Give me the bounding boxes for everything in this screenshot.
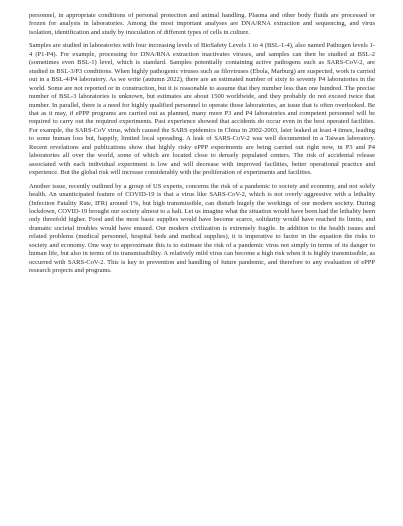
document-body: [29, 12, 375, 281]
paragraph-3: Another issue, recently outlined by a group of US experts, concerns the risk of a pandemic to society and economy, and not solely health. An unanticipated feature of COVID-19 is that a virus like SARS-CoV-2, which is not overly aggressive with a lethality (Infection Fatality Rate, IFR) around 1%, but high transmissible, can disturb hugely the workings of our modern society. During lockdown, COVID-19 brought our society almost to a halt. Let us imagine what the situation would have been had the lethality been only threefold higher. Food and the most basic supplies would have become scarce, solidarity would have reached its limits, and dramatic societal troubles would have ensued. Our modern civilization is extremely fragile. In addition to the health issues and related problems (medical personnel, hospital beds and medical supplies), it is imperative to factor in the equation the risks to society and economy. One way to approximate this is to estimate the risk of a pandemic virus not simply in terms of its danger to human life, but also in terms of its transmissibility. A relatively mild virus can become a high risk when it is highly transmissible, as occurred with SARS-CoV-2. This is key to prevention and handling of future pandemic, and therefore to any evaluation of ePPP research projects and programs.: [29, 182, 375, 275]
paragraph-1: personnel, in appropriate conditions of personal protection and animal handling. Plasma and other body fluids are processed or frozen for analysis in laboratories. Among the most important analyses are DNA/RNA extraction and sequencing, and virus isolation, identification and study by inoculation of different types of cells in culture.: [29, 12, 375, 36]
paragraph-2: Samples are studied in laboratories with four increasing levels of BioSafety Levels 1 to 4 (BSL-1-4), also named Pathogen levels 1-4 (P1-P4). For example, processing for DNA/RNA extraction inactivates viruses, and samples can then be studied at BSL-2 (sometimes even BSL-1) level, which is standard. Samples potentially containing active pathogens such as SARS-CoV-2, are studied in BSL-3/P3 conditions. When highly pathogenic viruses such as filoviruses (Ebola, Marburg) are suspected, work is carried out in a BSL-4/P4 laboratory. As we write (autumn 2022), there are an estimated number of sixty to seventy P4 laboratories in the world. Some are not reported or in construction, but it is reasonable to assume that they number less than one hundred. The precise number of BSL-3 laboratories is unknown, but estimates are about 1500 worldwide, and they probably do not exceed twice that number. In parallel, there is a need for highly qualified personnel to operate those laboratories, an issue that is often overlooked. Be that as it may, if ePPP programs are carried out as planned, many more P3 and P4 laboratories and competent personnel will be required to carry out the required experiments. Past experience showed that accidents do occur even in the best operated facilities. For example, the SARS-CoV virus, which caused the SARS epidemics in China in 2002-2003, later leaked at least 4 times, leading to some human loss but, happily, limited local spreading. A leak of SARS-CoV-2 was well documented in a Taiwan laboratory. Recent revelations and publications show that highly risky ePPP experiments are being carried out right now, in P3 and P4 laboratories all over the world, some of which are located close to densely populated centers. The risk of accidental release associated with each individual experiment is low and will decrease with improved facilities, better operational practice and experience. But the global risk will increase considerably with the proliferation of experiments and facilities.: [29, 42, 375, 177]
